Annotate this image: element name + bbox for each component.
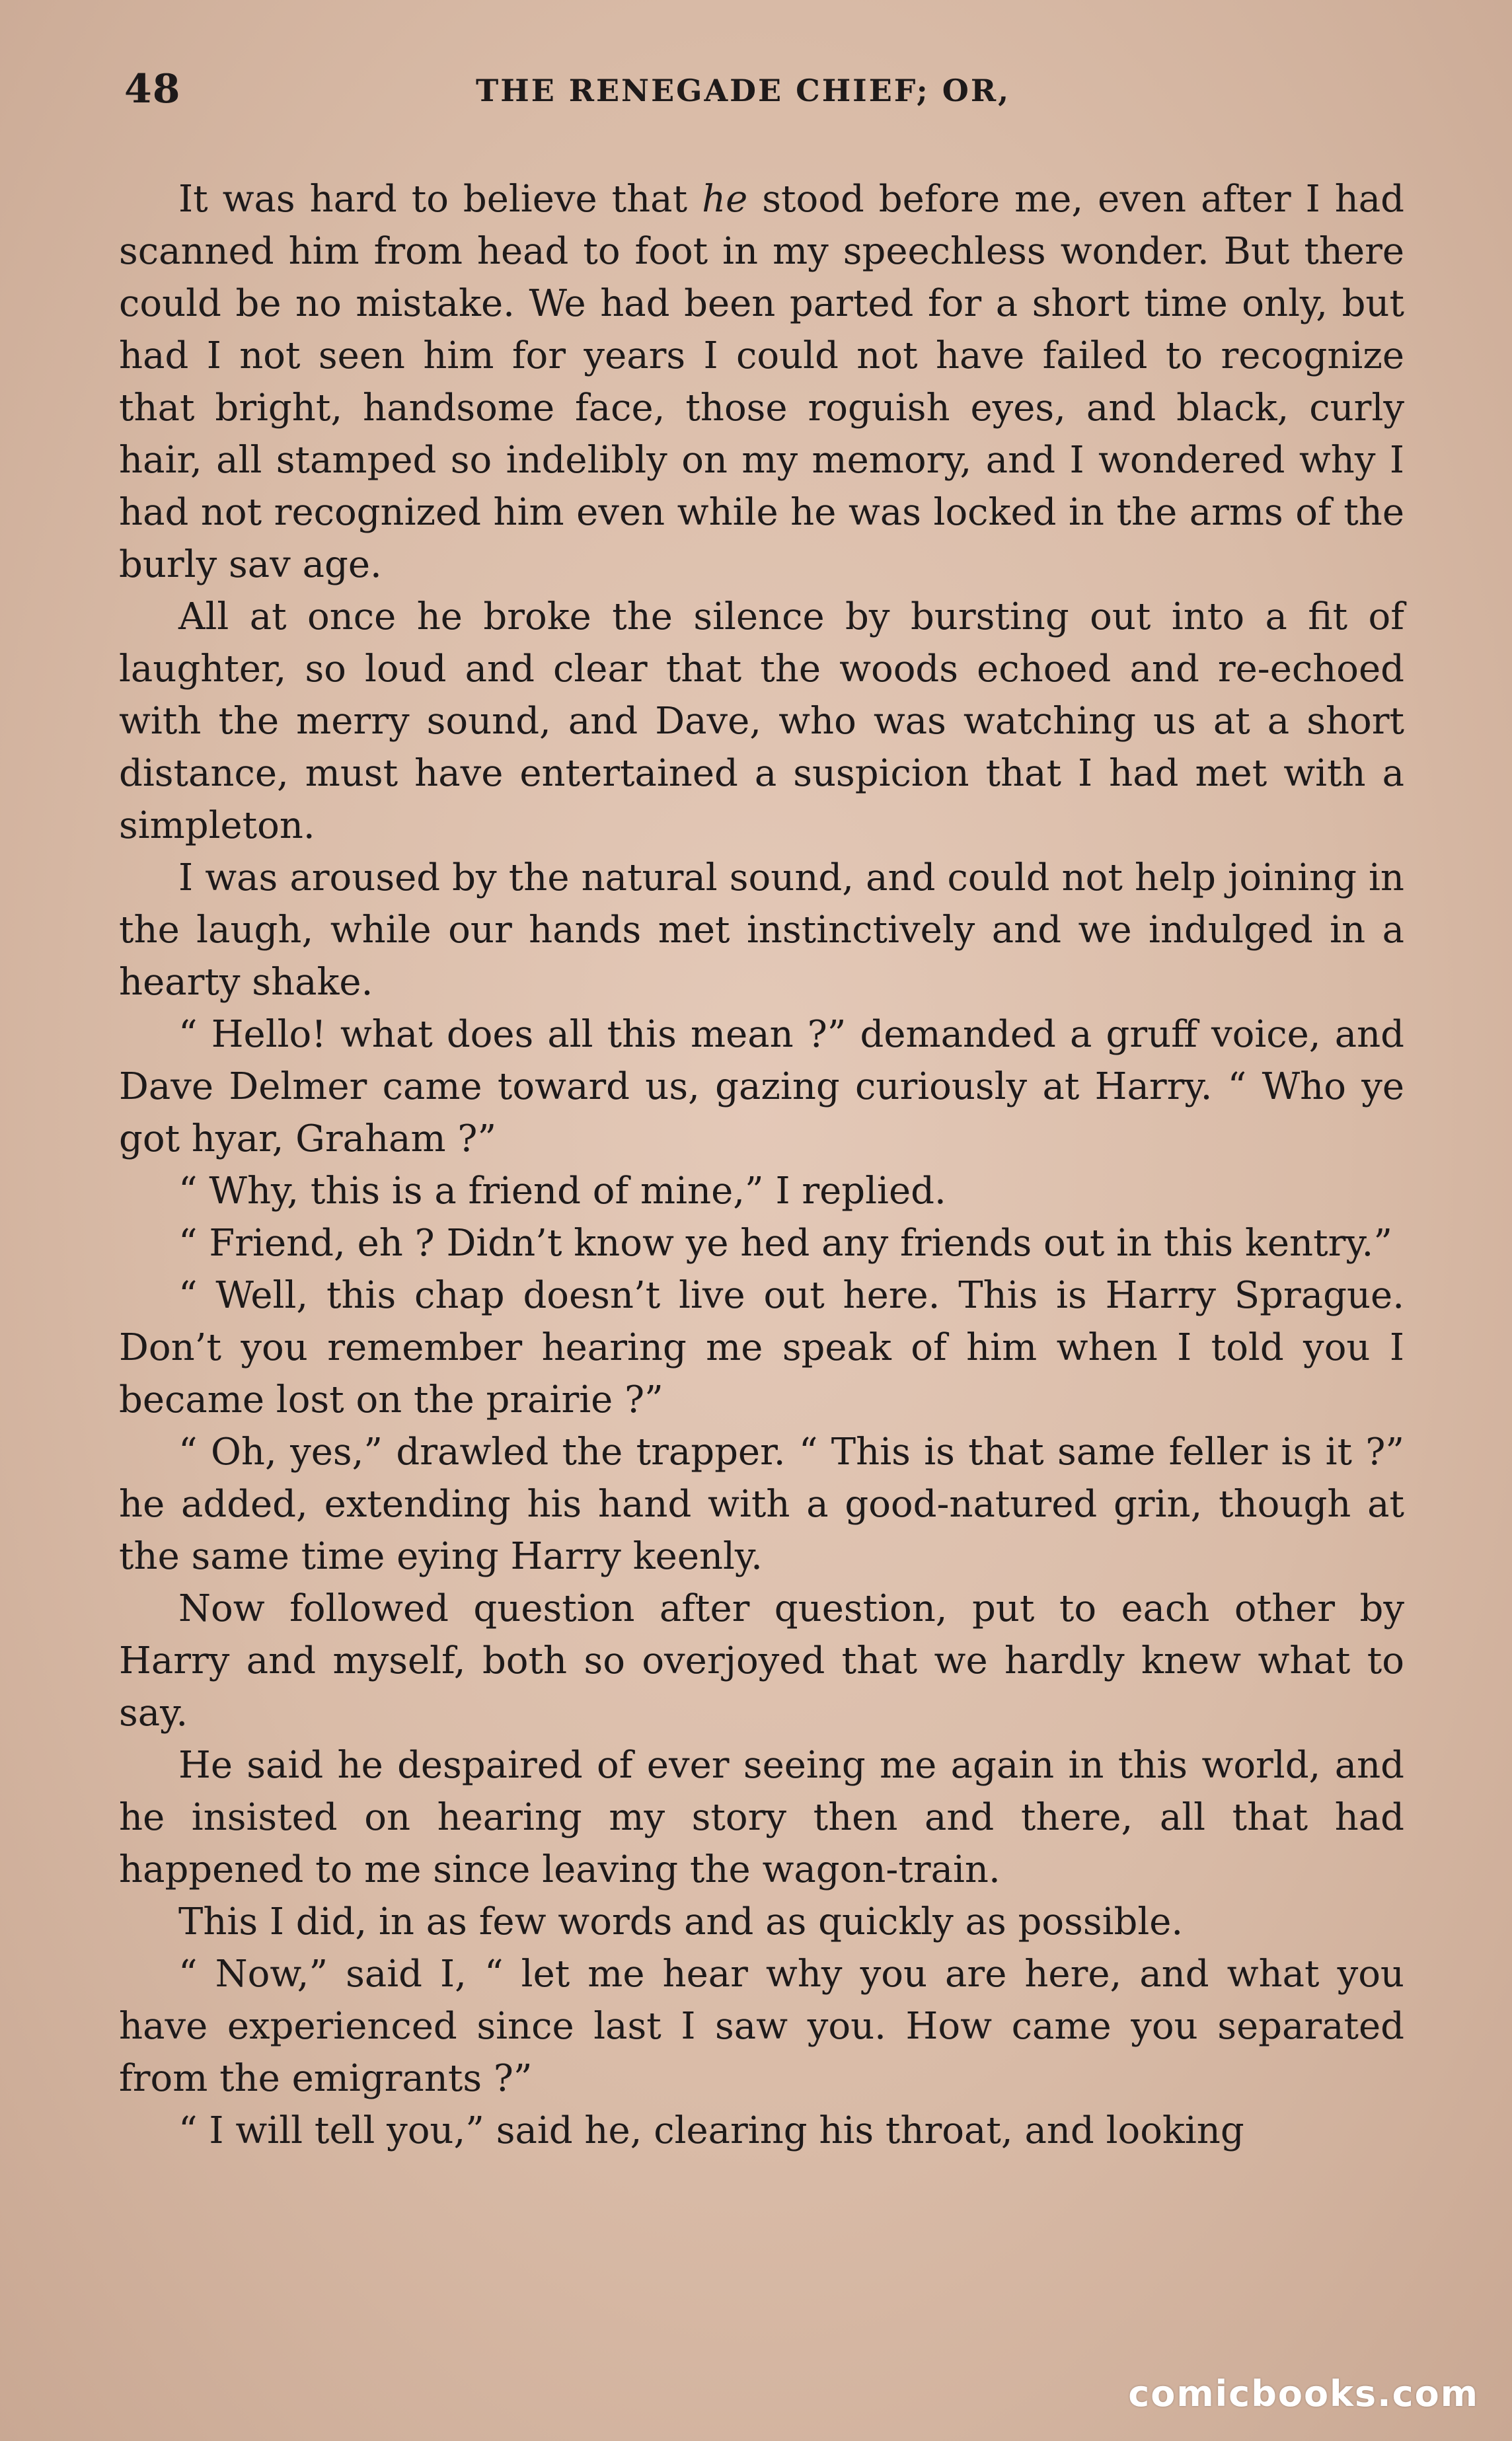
paragraph-text: It was hard to believe that [178, 178, 702, 221]
paragraph: “ Hello! what does all this mean ?” demanded a gruff voice, and Dave Delmer came toward us, gazing curiously at Harry. “ Who ye got hyar, Graham ?” [119, 1013, 1404, 1160]
page-number: 48 [124, 66, 181, 112]
paragraph: “ Friend, eh ? Didn’t know ye hed any friends out in this kentry.” [178, 1222, 1392, 1265]
paragraph: “ Well, this chap doesn’t live out here. This is Harry Sprague. Don’t you remember hearing me speak of him when I told you I became lost on the prairie ?” [119, 1274, 1404, 1421]
paragraph: He said he despaired of ever seeing me again in this world, and he insisted on hearing my story then and there, all that had happened to me since leaving the wagon-train. [119, 1744, 1404, 1891]
paragraph [119, 173, 1404, 591]
paragraph: Now followed question after question, put to each other by Harry and myself, both so overjoyed that we hardly knew what to say. [119, 1587, 1404, 1735]
paragraph: This I did, in as few words and as quickly as possible. [178, 1900, 1184, 1943]
emphasis-text: he [702, 178, 748, 221]
page-body [119, 173, 1404, 2157]
page-header [119, 66, 1414, 126]
paragraph: I was aroused by the natural sound, and could not help joining in the laugh, while our hands met instinctively and we indulged in a hearty shake. [119, 856, 1404, 1004]
paragraph: “ Oh, yes,” drawled the trapper. “ This is that same feller is it ?” he added, extending his hand with a good-natured grin, though at the same time eying Harry keenly. [119, 1431, 1404, 1578]
running-head: THE RENEGADE CHIEF; OR, [476, 73, 1011, 108]
paragraph: “ I will tell you,” said he, clearing his throat, and looking [178, 2109, 1244, 2152]
paragraph: All at once he broke the silence by bursting out into a fit of laughter, so loud and clear that the woods echoed and re-echoed with the merry sound, and Dave, who was watching us at a short distance, must have entertained a suspicion that I had met with a simpleton. [119, 595, 1404, 847]
watermark: comicbooks.com [1128, 2373, 1479, 2415]
paragraph-text: stood before me, even after I had scanned him from head to foot in my speechless wonder. But there could be no mistake. We had been parted for a short time only, but had I not seen him for years I could not have failed to recognize that bright, handsome face, those roguish eyes, and black, curly hair, all stamped so indelibly on my memory, and I wondered why I had not recognized him even while he was locked in the arms of the burly sav age. [119, 178, 1404, 586]
paragraph: “ Now,” said I, “ let me hear why you are here, and what you have experienced since last I saw you. How came you separated from the emigrants ?” [119, 1953, 1404, 2100]
paragraph: “ Why, this is a friend of mine,” I replied. [178, 1170, 946, 1213]
